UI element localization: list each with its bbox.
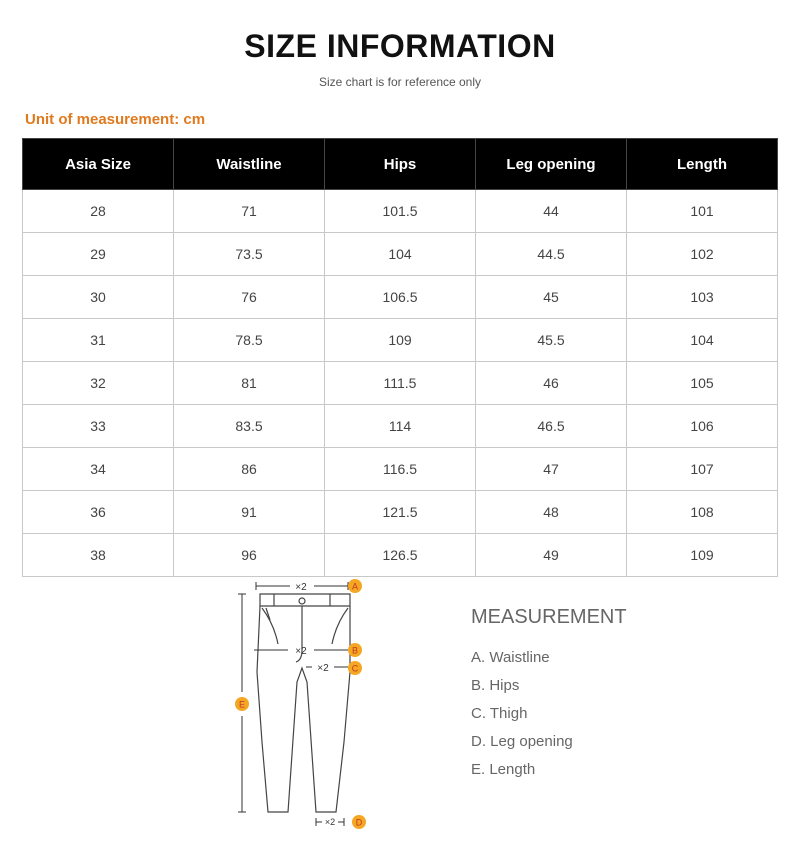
- table-row: [23, 491, 778, 534]
- table-cell: 73.5: [174, 233, 325, 276]
- column-header: Asia Size: [23, 139, 174, 190]
- table-cell: 104: [627, 319, 778, 362]
- multiplier-label-a: ×2: [295, 582, 307, 593]
- table-cell: 105: [627, 362, 778, 405]
- column-header: Hips: [325, 139, 476, 190]
- table-cell: 30: [23, 276, 174, 319]
- table-cell: 31: [23, 319, 174, 362]
- table-cell: 44.5: [476, 233, 627, 276]
- table-cell: 34: [23, 448, 174, 491]
- table-cell: 111.5: [325, 362, 476, 405]
- measurement-title: MEASUREMENT: [471, 606, 627, 628]
- measurement-list: [471, 647, 573, 787]
- table-cell: 45: [476, 276, 627, 319]
- table-cell: 81: [174, 362, 325, 405]
- table-cell: 49: [476, 534, 627, 577]
- multiplier-label-b: ×2: [295, 646, 307, 657]
- table-cell: 44: [476, 190, 627, 233]
- table-cell: 116.5: [325, 448, 476, 491]
- table-cell: 96: [174, 534, 325, 577]
- table-cell: 47: [476, 448, 627, 491]
- badge-b-label: B: [351, 645, 359, 656]
- table-cell: 121.5: [325, 491, 476, 534]
- pants-diagram: [222, 572, 382, 837]
- table-body: [23, 190, 778, 577]
- badge-c-label: C: [351, 663, 359, 674]
- column-header: Length: [627, 139, 778, 190]
- table-cell: 91: [174, 491, 325, 534]
- badge-d-label: D: [355, 817, 363, 828]
- table-cell: 102: [627, 233, 778, 276]
- table-cell: 101: [627, 190, 778, 233]
- column-header: Waistline: [174, 139, 325, 190]
- table-cell: 29: [23, 233, 174, 276]
- table-cell: 126.5: [325, 534, 476, 577]
- table-cell: 45.5: [476, 319, 627, 362]
- table-cell: 83.5: [174, 405, 325, 448]
- table-cell: 101.5: [325, 190, 476, 233]
- table-cell: 76: [174, 276, 325, 319]
- measurement-item: A. Waistline: [471, 649, 550, 666]
- table-cell: 48: [476, 491, 627, 534]
- page-subtitle: Size chart is for reference only: [318, 75, 482, 89]
- measurement-item: E. Length: [471, 761, 536, 778]
- column-header: Leg opening: [476, 139, 627, 190]
- badge-e-label: E: [238, 699, 246, 710]
- table-cell: 36: [23, 491, 174, 534]
- table-cell: 109: [627, 534, 778, 577]
- table-cell: 33: [23, 405, 174, 448]
- table-cell: 106.5: [325, 276, 476, 319]
- table-cell: 78.5: [174, 319, 325, 362]
- table-cell: 104: [325, 233, 476, 276]
- table-cell: 103: [627, 276, 778, 319]
- table-header-row: [23, 139, 778, 190]
- size-table: [22, 138, 778, 577]
- table-cell: 108: [627, 491, 778, 534]
- unit-label: Unit of measurement: cm: [25, 111, 206, 128]
- table-row: [23, 448, 778, 491]
- table-row: [23, 276, 778, 319]
- table-cell: 86: [174, 448, 325, 491]
- table-cell: 71: [174, 190, 325, 233]
- table-row: [23, 534, 778, 577]
- table-row: [23, 319, 778, 362]
- table-cell: 46.5: [476, 405, 627, 448]
- multiplier-label-d: ×2: [324, 817, 336, 827]
- measurement-item: D. Leg opening: [471, 733, 573, 750]
- table-row: [23, 233, 778, 276]
- table-row: [23, 190, 778, 233]
- measurement-item: B. Hips: [471, 677, 520, 694]
- table-cell: 107: [627, 448, 778, 491]
- table-cell: 32: [23, 362, 174, 405]
- table-cell: 106: [627, 405, 778, 448]
- measurement-item: C. Thigh: [471, 705, 528, 722]
- table-cell: 28: [23, 190, 174, 233]
- table-cell: 114: [325, 405, 476, 448]
- table-cell: 38: [23, 534, 174, 577]
- page-title: SIZE INFORMATION: [244, 28, 556, 64]
- table-row: [23, 405, 778, 448]
- table-cell: 46: [476, 362, 627, 405]
- table-cell: 109: [325, 319, 476, 362]
- table-row: [23, 362, 778, 405]
- multiplier-label-c: ×2: [317, 663, 329, 674]
- badge-a-label: A: [351, 581, 359, 592]
- pants-icon: [257, 594, 350, 812]
